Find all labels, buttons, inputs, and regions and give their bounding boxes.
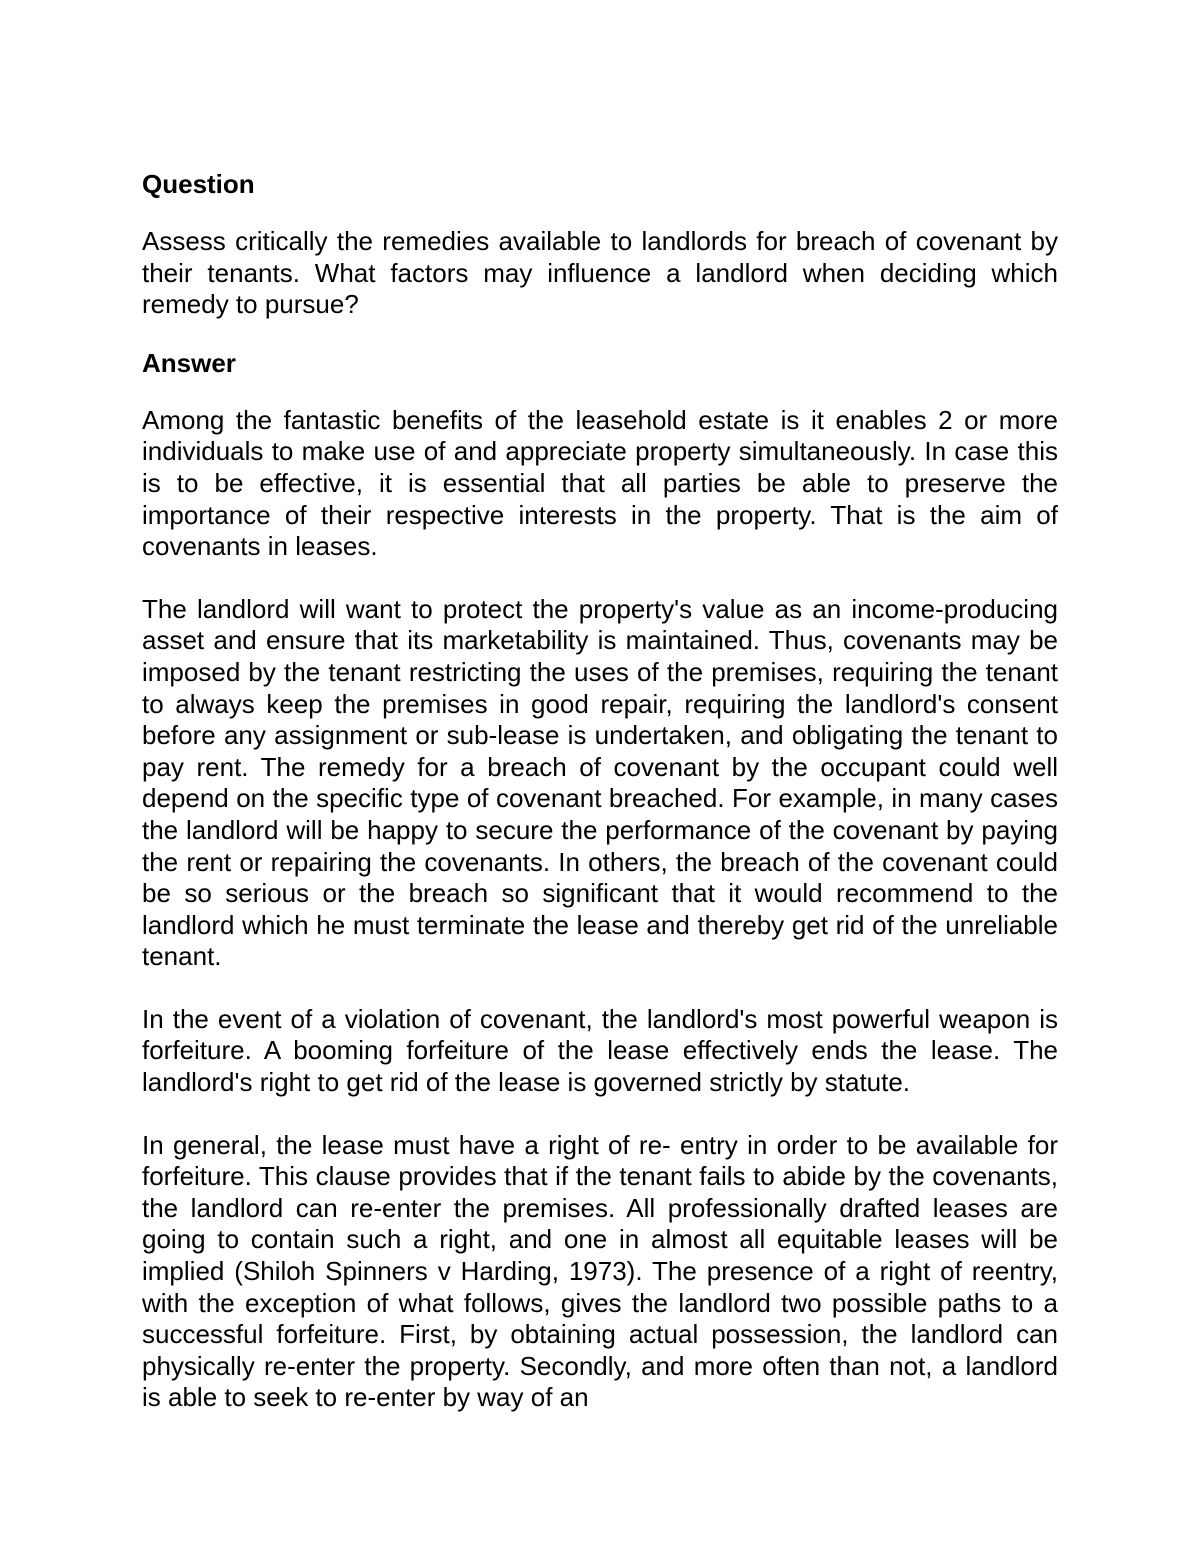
answer-paragraph: In general, the lease must have a right of re- entry in order to be available for forfeiture. This clause provides that if the tenant fails to abide by the covenants, the landlord can re-enter the premises. All professionally drafted leases are going to contain such a right, and one in almost all equitable leases will be implied (Shiloh Spinners v Harding, 1973). The presence of a right of reentry, with the exception of what follows, gives the landlord two possible paths to a successful forfeiture. First, by obtaining actual possession, the landlord can physically re-enter the property. Secondly, and more often than not, a landlord is able to seek to re-enter by way of an [142,1129,1058,1413]
document-page [142,168,1058,1414]
answer-heading: Answer [142,347,236,378]
answer-paragraph: The landlord will want to protect the property's value as an income-producing asset and ensure that its marketability is maintained. Thus, covenants may be imposed by the tenant restricting the uses of the premises, requiring the tenant to always keep the premises in good repair, requiring the landlord's consent before any assignment or sub-lease is undertaken, and obligating the tenant to pay rent. The remedy for a breach of covenant by the occupant could well depend on the specific type of covenant breached. For example, in many cases the landlord will be happy to secure the performance of the covenant by paying the rent or repairing the covenants. In others, the breach of the covenant could be so serious or the breach so significant that it would recommend to the landlord which he must terminate the lease and thereby get rid of the unreliable tenant. [142,593,1058,972]
answer-paragraph: Among the fantastic benefits of the leasehold estate is it enables 2 or more individuals to make use of and appreciate property simultaneously. In case this is to be effective, it is essential that all parties be able to preserve the importance of their respective interests in the property. That is the aim of covenants in leases. [142,404,1058,562]
question-heading: Question [142,169,255,199]
question-text: Assess critically the remedies available to landlords for breach of covenant by their tenants. What factors may influence a landlord when deciding which remedy to pursue? [142,226,1058,320]
answer-paragraph: In the event of a violation of covenant, the landlord's most powerful weapon is forfeiture. A booming forfeiture of the lease effectively ends the lease. The landlord's right to get rid of the lease is governed strictly by statute. [142,1003,1058,1098]
